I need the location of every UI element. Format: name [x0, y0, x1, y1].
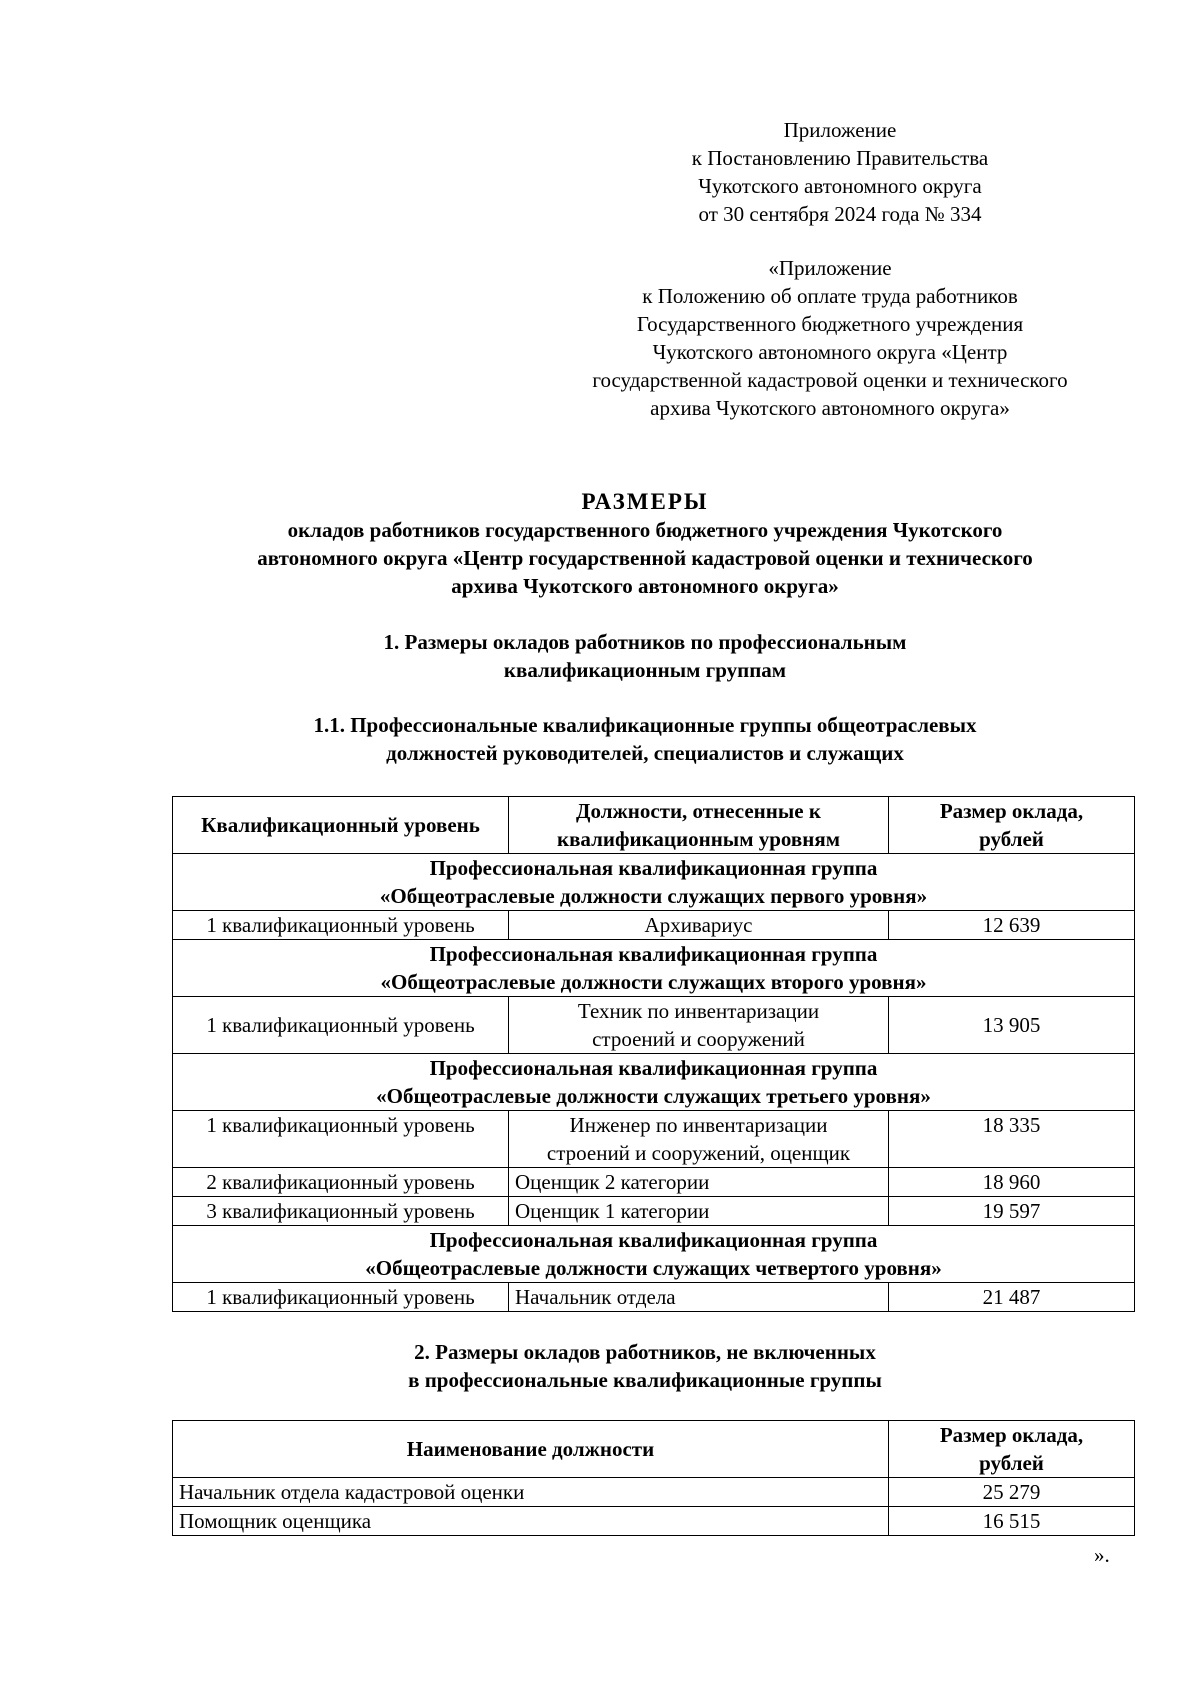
table-row — [173, 911, 1135, 940]
salary-cell: 12 639 — [889, 911, 1135, 940]
position-cell: Оценщик 1 категории — [509, 1197, 889, 1226]
table-row — [173, 1478, 1135, 1507]
header-name: Наименование должности — [173, 1421, 889, 1478]
appendix-line: к Постановлению Правительства — [691, 146, 989, 170]
appendix-line: Чукотского автономного округа — [698, 174, 982, 198]
position-cell: Техник по инвентаризации строений и сооружений — [509, 997, 889, 1054]
section-1-1-line: 1.1. Профессиональные квалификационные группы общеотраслевых — [313, 713, 977, 737]
section-1-1-line: должностей руководителей, специалистов и служащих — [386, 741, 904, 765]
position-name-cell: Помощник оценщика — [173, 1507, 889, 1536]
salary-cell: 18 960 — [889, 1168, 1135, 1197]
salary-table-other — [172, 1420, 1135, 1536]
inner-appendix-line: Чукотского автономного округа «Центр — [652, 340, 1008, 364]
inner-appendix-line: Государственного бюджетного учреждения — [636, 312, 1024, 336]
salary-cell: 18 335 — [889, 1111, 1135, 1168]
appendix-header — [560, 116, 1120, 228]
section-1-1-heading — [150, 711, 1140, 767]
table-row — [173, 1111, 1135, 1168]
salary-cell: 13 905 — [889, 997, 1135, 1054]
level-cell: 1 квалификационный уровень — [173, 911, 509, 940]
closing-quote: ». — [1094, 1543, 1110, 1567]
position-name-cell: Начальник отдела кадастровой оценки — [173, 1478, 889, 1507]
inner-appendix-line: архива Чукотского автономного округа» — [650, 396, 1010, 420]
section-1-line: 1. Размеры окладов работников по профессиональным — [383, 630, 907, 654]
table-row — [173, 1507, 1135, 1536]
inner-appendix-line: государственной кадастровой оценки и технического — [592, 368, 1068, 392]
salary-cell: 25 279 — [889, 1478, 1135, 1507]
group-row — [173, 854, 1135, 911]
section-2-heading — [150, 1338, 1140, 1394]
level-cell: 1 квалификационный уровень — [173, 997, 509, 1054]
title-line: автономного округа «Центр государственной кадастровой оценки и технического — [257, 546, 1033, 570]
group-title: Профессиональная квалификационная группа «Общеотраслевые должности служащих первого уровня» — [173, 854, 1135, 911]
salary-table-pqg — [172, 796, 1135, 1312]
table-row — [173, 1197, 1135, 1226]
section-2-line: в профессиональные квалификационные группы — [408, 1368, 882, 1392]
position-cell: Начальник отдела — [509, 1283, 889, 1312]
title-main: РАЗМЕРЫ — [581, 489, 709, 514]
inner-appendix-header — [530, 254, 1130, 422]
section-1-heading — [150, 628, 1140, 684]
table-row — [173, 997, 1135, 1054]
level-cell: 1 квалификационный уровень — [173, 1283, 509, 1312]
table-row — [173, 1168, 1135, 1197]
table-header-row — [173, 1421, 1135, 1478]
salary-cell: 16 515 — [889, 1507, 1135, 1536]
table-row — [173, 1283, 1135, 1312]
appendix-line: Приложение — [783, 118, 897, 142]
table-header-row — [173, 797, 1135, 854]
document-title — [150, 488, 1140, 600]
group-row — [173, 940, 1135, 997]
section-1-line: квалификационным группам — [503, 658, 787, 682]
group-row — [173, 1054, 1135, 1111]
position-cell: Инженер по инвентаризации строений и сооружений, оценщик — [509, 1111, 889, 1168]
header-positions: Должности, отнесенные к квалификационным уровням — [509, 797, 889, 854]
level-cell: 1 квалификационный уровень — [173, 1111, 509, 1168]
group-title: Профессиональная квалификационная группа «Общеотраслевые должности служащих третьего уровня» — [173, 1054, 1135, 1111]
level-cell: 2 квалификационный уровень — [173, 1168, 509, 1197]
group-row — [173, 1226, 1135, 1283]
group-title: Профессиональная квалификационная группа «Общеотраслевые должности служащих четвертого уровня» — [173, 1226, 1135, 1283]
header-salary: Размер оклада, рублей — [889, 1421, 1135, 1478]
salary-cell: 21 487 — [889, 1283, 1135, 1312]
header-salary: Размер оклада, рублей — [889, 797, 1135, 854]
position-cell: Оценщик 2 категории — [509, 1168, 889, 1197]
level-cell: 3 квалификационный уровень — [173, 1197, 509, 1226]
section-2-line: 2. Размеры окладов работников, не включенных — [414, 1340, 876, 1364]
group-title: Профессиональная квалификационная группа «Общеотраслевые должности служащих второго уровня» — [173, 940, 1135, 997]
position-cell: Архивариус — [509, 911, 889, 940]
inner-appendix-line: «Приложение — [768, 256, 892, 280]
inner-appendix-line: к Положению об оплате труда работников — [642, 284, 1018, 308]
title-line: архива Чукотского автономного округа» — [451, 574, 839, 598]
salary-cell: 19 597 — [889, 1197, 1135, 1226]
header-level: Квалификационный уровень — [173, 797, 509, 854]
appendix-line: от 30 сентября 2024 года № 334 — [698, 202, 982, 226]
title-line: окладов работников государственного бюджетного учреждения Чукотского — [287, 518, 1003, 542]
